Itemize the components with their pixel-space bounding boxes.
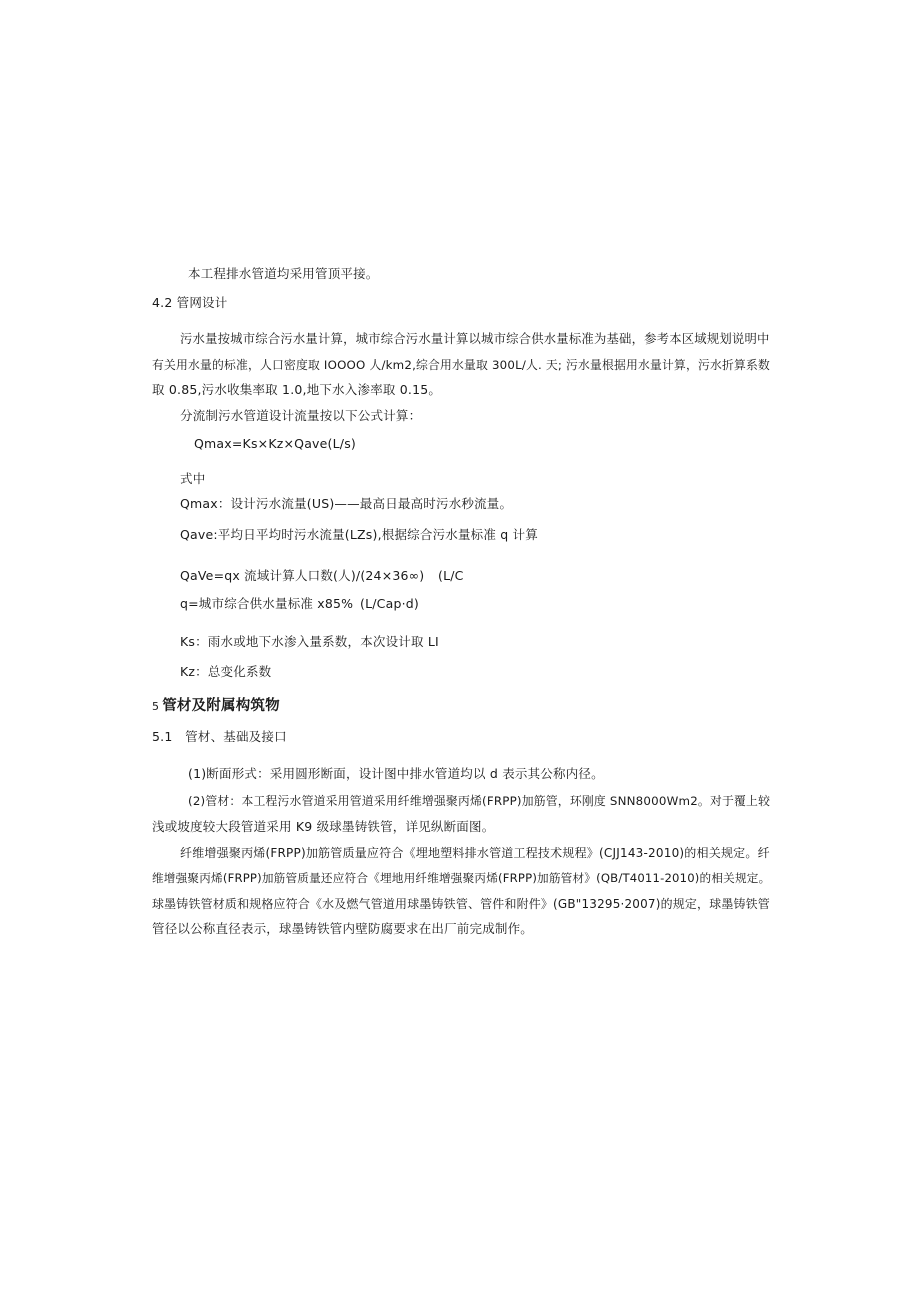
paragraph-line: (1)断面形式：采用圆形断面，设计图中排水管道均以 d 表示其公称内径。 xyxy=(188,766,604,781)
paragraph-line: 纤维增强聚丙烯(FRPP)加筋管质量应符合《埋地塑料排水管道工程技术规程》(CJJ143-2010)的相关规定。纤 xyxy=(180,846,770,860)
formula-qmax: Qmax=Ks×Kz×Qave(L/s) xyxy=(194,436,356,451)
definition-qave: Qave:平均日平均时污水流量(LZs),根据综合污水量标准 q 计算 xyxy=(180,527,538,542)
formula-where-label: 式中 xyxy=(180,471,206,486)
paragraph-line: 维增强聚丙烯(FRPP)加筋管质量还应符合《埋地用纤维增强聚丙烯(FRPP)加筋管材》(QB/T4011-2010)的相关规定。 xyxy=(152,871,771,885)
subsection-heading-5-1: 5.1 管材、基础及接口 xyxy=(152,729,287,744)
section-title: 管材及附属构筑物 xyxy=(162,698,280,714)
paragraph-line: 管径以公称直径表示，球墨铸铁管内壁防腐要求在出厂前完成制作。 xyxy=(152,921,534,936)
definition-ks: Ks：雨水或地下水渗入量系数，本次设计取 LI xyxy=(180,634,439,649)
paragraph-line: 分流制污水管道设计流量按以下公式计算： xyxy=(180,408,422,423)
definition-qmax: Qmax：设计污水流量(US)——最高日最高时污水秒流量。 xyxy=(180,496,513,511)
paragraph-line: 浅或坡度较大段管道采用 K9 级球墨铸铁管，详见纵断面图。 xyxy=(152,819,495,834)
section-heading-4-2: 4.2 管网设计 xyxy=(152,295,228,310)
paragraph-line: 有关用水量的标准，人口密度取 IOOOO 人/km2,综合用水量取 300L/人. 天; 污水量根据用水量计算，污水折算系数 xyxy=(152,358,770,372)
formula-qave-unit: (L/C xyxy=(438,568,464,583)
formula-qave: QaVe=qx 流域计算人口数(人)/(24×36∞) xyxy=(180,568,425,583)
section-heading-5 xyxy=(152,698,280,715)
paragraph-line: 取 0.85,污水收集率取 1.0,地下水入渗率取 0.15。 xyxy=(152,382,442,397)
paragraph-line: 污水量按城市综合污水量计算，城市综合污水量计算以城市综合供水量标准为基础，参考本区域规划说明中 xyxy=(180,332,770,346)
paragraph-line: 球墨铸铁管材质和规格应符合《水及燃气管道用球墨铸铁管、管件和附件》(GB"13295·2007)的规定，球墨铸铁管 xyxy=(152,897,770,911)
paragraph-line: 本工程排水管道均采用管顶平接。 xyxy=(188,266,379,281)
paragraph-line: (2)管材：本工程污水管道采用管道采用纤维增强聚丙烯(FRPP)加筋管，环刚度 SNN8000Wm2。对于覆上较 xyxy=(188,794,771,808)
formula-q: q=城市综合供水量标准 x85% xyxy=(180,596,354,611)
formula-q-unit: (L/Cap·d) xyxy=(360,596,419,611)
section-number: 5 xyxy=(152,700,160,713)
definition-kz: Kz：总变化系数 xyxy=(180,664,272,679)
